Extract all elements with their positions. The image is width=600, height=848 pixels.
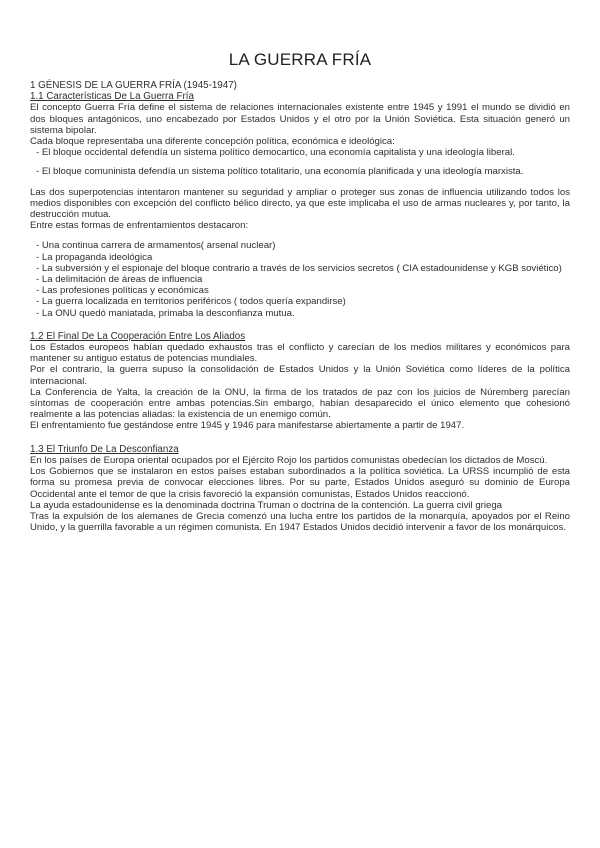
paragraph: El enfrentamiento fue gestándose entre 1945 y 1946 para manifestarse abiertamente a partir de 1947. [30, 420, 465, 432]
document-body [30, 80, 570, 533]
list-item: - La guerra localizada en territorios periféricos ( todos quería expandirse) [36, 296, 346, 308]
list-item: - La delimitación de áreas de influencia [36, 274, 203, 286]
paragraph: Las dos superpotencias intentaron mantener su seguridad y ampliar o proteger sus zonas de influencia utilizando todos los medios disponibles con excepción del conflicto bélico directo, ya que este implicaba el uso de armas nucleares y, por tanto, la destrucción mutua. [30, 186, 570, 221]
paragraph: El concepto Guerra Fría define el sistema de relaciones internacionales existente entre 1945 y 1991 el mundo se dividió en dos bloques antagónicos, uno encabezado por Estados Unidos y el otro por la Unión Soviética. Esta situación generó un sistema bipolar. [30, 102, 570, 136]
section-1-2-heading: 1.2 El Final De La Cooperación Entre Los Aliados [30, 330, 246, 342]
bloc-list [30, 147, 570, 177]
list-item: - El bloque occidental defendía un sistema político democartico, una economía capitalista y una ideología liberal. [36, 147, 515, 159]
paragraph: Tras la expulsión de los alemanes de Grecia comenzó una lucha entre los partidos de la monarquía, apoyados por el Reino Unido, y la guerrilla favorable a un régimen comunista. En 1947 Estados Unidos decidió intervenir a favor de los monárquicos. [30, 510, 570, 534]
list-item: - Una continua carrera de armamentos( arsenal nuclear) [36, 240, 276, 252]
paragraph: Los Gobiernos que se instalaron en estos países estaban subordinados a la política soviética. La URSS incumplió de esta forma su promesa previa de convocar elecciones libres. Por su parte, Estados Unidos aseguró su dominio de Europa Occidental ante el temor de que la crisis favoreció la expansión comunistas, Estados Unidos reaccionó. [30, 466, 570, 500]
paragraph: Por el contrario, la guerra supuso la consolidación de Estados Unidos y la Unión Soviética como líderes de la política internacional. [30, 364, 570, 387]
spacer [30, 231, 570, 240]
paragraph: Cada bloque representaba una diferente concepción política, económica e ideológica: [30, 136, 395, 148]
list-item: - La ONU quedó maniatada, primaba la desconfianza mutua. [36, 307, 295, 319]
list-item: - El bloque comuninista defendía un sistema político totalitario, una economía planificada y una ideología marxista. [36, 166, 524, 178]
list-item: - La propaganda ideológica [36, 251, 153, 263]
section-1-3-heading: 1.3 El Triunfo De La Desconfianza [30, 443, 179, 455]
list-spacer [30, 158, 570, 166]
spacer [30, 432, 570, 444]
paragraph: La ayuda estadounidense es la denominada doctrina Truman o doctrina de la contención. La guerra civil griega [30, 499, 502, 511]
paragraph: En los países de Europa oriental ocupados por el Ejército Rojo los partidos comunistas obedecían los dictados de Moscú. [30, 454, 548, 466]
confrontation-list [30, 240, 570, 318]
document-title: LA GUERRA FRÍA [228, 50, 372, 69]
list-item: - La subversión y el espionaje del bloque contrario a través de los servicios secretos ( CIA estadounidense y KGB soviético) [36, 262, 562, 274]
section-1-heading: 1 GÉNESIS DE LA GUERRA FRÍA (1945-1947) [30, 80, 237, 91]
spacer [30, 178, 570, 187]
list-item: - Las profesiones políticas y económicas [36, 285, 209, 297]
section-1-1-heading: 1.1 Características De La Guerra Fría [30, 91, 194, 103]
paragraph: Los Estados europeos habían quedado exhaustos tras el conflicto y carecían de los medios militares y económicos para mantener su antiguo estatus de potencias mundiales. [30, 342, 570, 365]
paragraph: Entre estas formas de enfrentamientos destacaron: [30, 220, 249, 232]
spacer [30, 319, 570, 331]
paragraph: La Conferencia de Yalta, la creación de la ONU, la firma de los tratados de paz con los juicios de Núremberg parecían síntomas de cooperación entre ambas potencias.Sin embargo, habían desaparecido el único elemento que cohesionó realmente a las potencias aliadas: la existencia de un enemigo común. [30, 386, 570, 421]
